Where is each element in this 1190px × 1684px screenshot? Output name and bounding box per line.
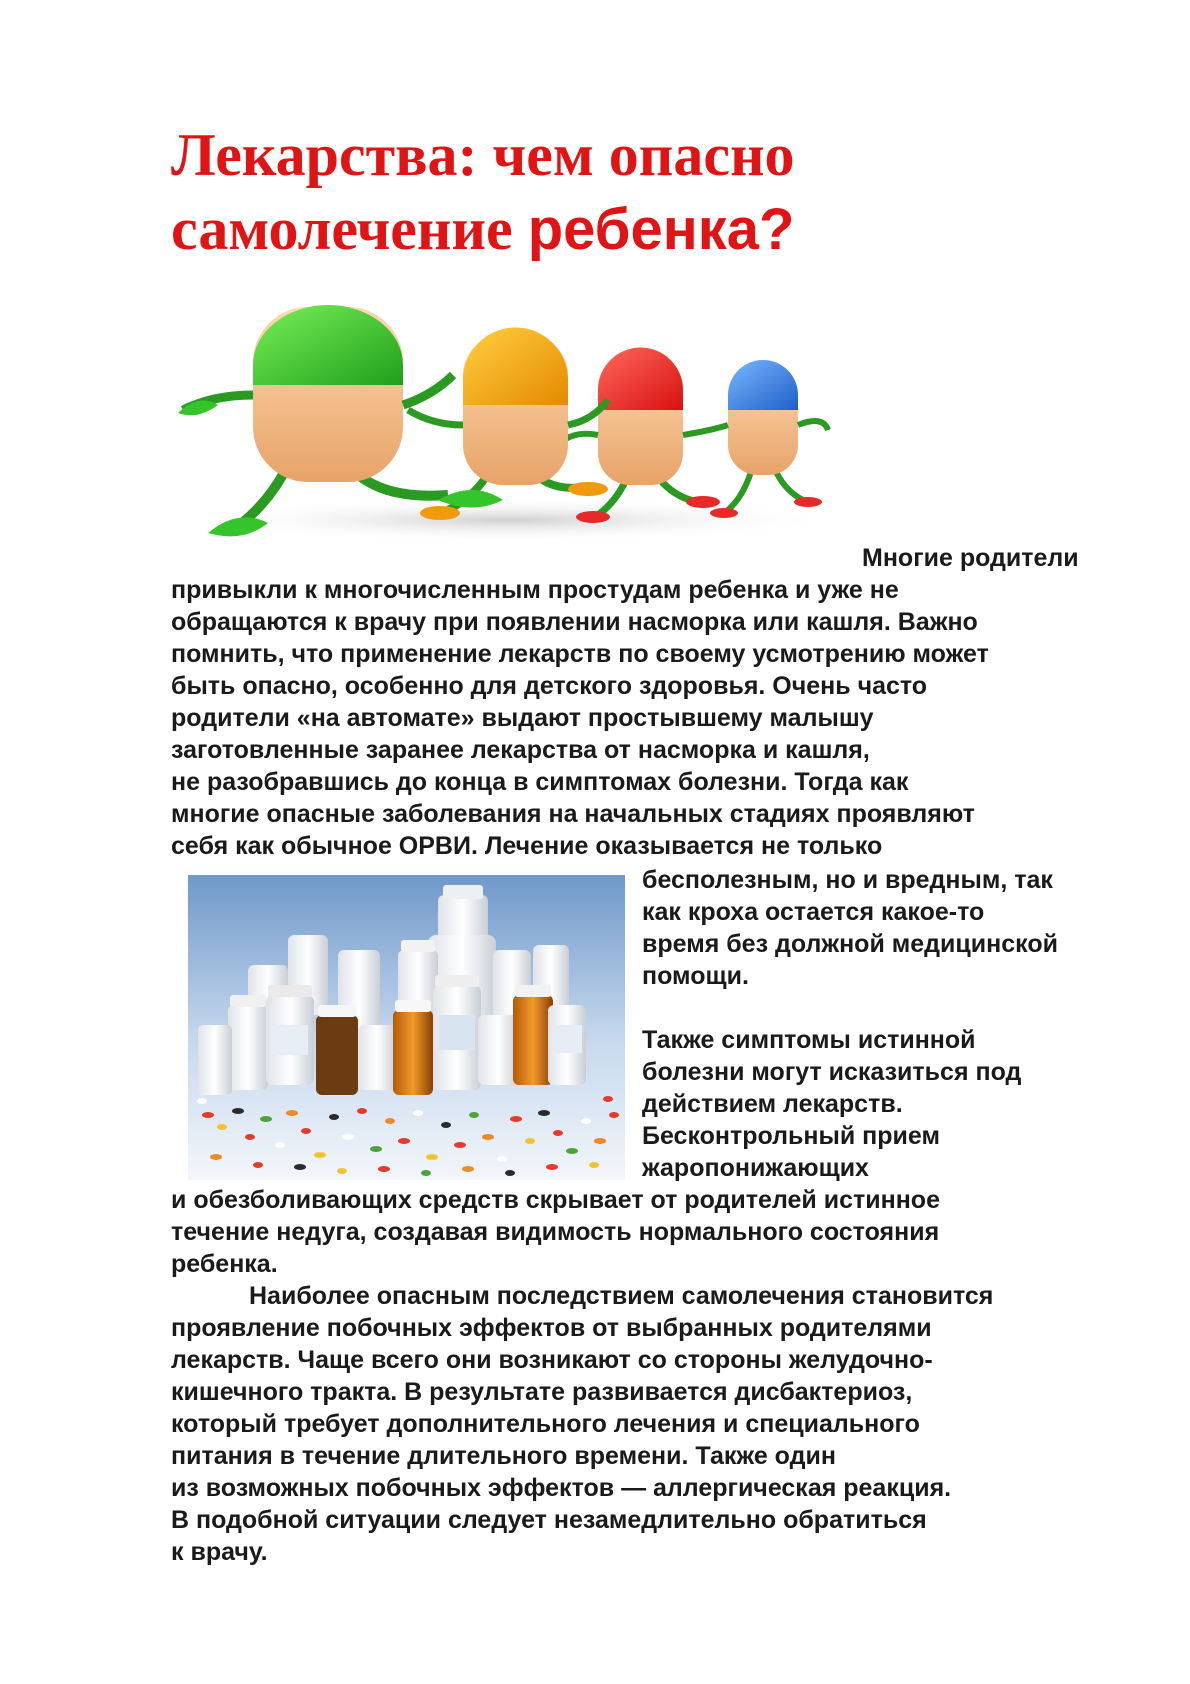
paragraph-2-line: течение недуга, создавая видимость нормального состояния [171, 1218, 940, 1246]
paragraph-3-line: В подобной ситуации следует незамедлительно обратиться [171, 1506, 927, 1534]
paragraph-1-line: Многие родители [862, 544, 1079, 572]
paragraph-2-line: действием лекарств. [642, 1090, 903, 1118]
title-line-2: самолечение [171, 196, 528, 262]
paragraph-1-line: помощи. [642, 962, 749, 990]
paragraph-2-line: болезни могут исказиться под [642, 1058, 1022, 1086]
paragraph-2-line: жаропонижающих [642, 1154, 869, 1182]
paragraph-1-line: обращаются к врачу при появлении насморка или кашля. Важно [171, 608, 978, 636]
paragraph-3-line: из возможных побочных эффектов — аллергическая реакция. [171, 1474, 952, 1502]
paragraph-1-line: помнить, что применение лекарств по своему усмотрению может [171, 640, 989, 668]
paragraph-1-line: как кроха остается какое-то [642, 898, 985, 926]
paragraph-2-line: ребенка. [171, 1250, 278, 1278]
paragraph-3-line: лекарств. Чаще всего они возникают со стороны желудочно- [171, 1346, 933, 1374]
paragraph-3-line: который требует дополнительного лечения и специального [171, 1410, 920, 1438]
paragraph-2-line: Бесконтрольный прием [642, 1122, 940, 1150]
paragraph-3-line: кишечного тракта. В результате развивается дисбактериоз, [171, 1378, 913, 1406]
medicine-bottles-photo [188, 875, 625, 1180]
blue-pill-character [710, 360, 828, 518]
paragraph-1-line: не разобравшись до конца в симптомах болезни. Тогда как [171, 768, 909, 796]
paragraph-1-line: время без должной медицинской [642, 930, 1058, 958]
paragraph-1-line: себя как обычное ОРВИ. Лечение оказывается не только [171, 832, 883, 860]
paragraph-1-line: родители «на автомате» выдают простывшему малышу [171, 704, 874, 732]
paragraph-1-line: привыкли к многочисленным простудам ребенка и уже не [171, 576, 899, 604]
paragraph-3-line: проявление побочных эффектов от выбранных родителями [171, 1314, 932, 1342]
paragraph-1-line: бесполезным, но и вредным, так [642, 866, 1053, 894]
paragraph-3-line: Наиболее опасным последствием самолечения становится [249, 1282, 994, 1310]
paragraph-2-line: и обезболивающих средств скрывает от родителей истинное [171, 1186, 940, 1214]
paragraph-1-line: заготовленные заранее лекарства от насморка и кашля, [171, 736, 870, 764]
paragraph-3-line: питания в течение длительного времени. Также один [171, 1442, 836, 1470]
paragraph-1-line: быть опасно, особенно для детского здоровья. Очень часто [171, 672, 928, 700]
paragraph-2-line: Также симптомы истинной [642, 1026, 976, 1054]
page-title [171, 118, 1071, 267]
red-pill-character [558, 348, 728, 524]
title-line-2-tail: ребенка? [527, 197, 795, 262]
paragraph-1-line: многие опасные заболевания на начальных стадиях проявляют [171, 800, 975, 828]
walking-pills-illustration [168, 295, 858, 555]
title-line-1: Лекарства: чем опасно [171, 122, 795, 188]
paragraph-3-line: к врачу. [171, 1538, 268, 1566]
